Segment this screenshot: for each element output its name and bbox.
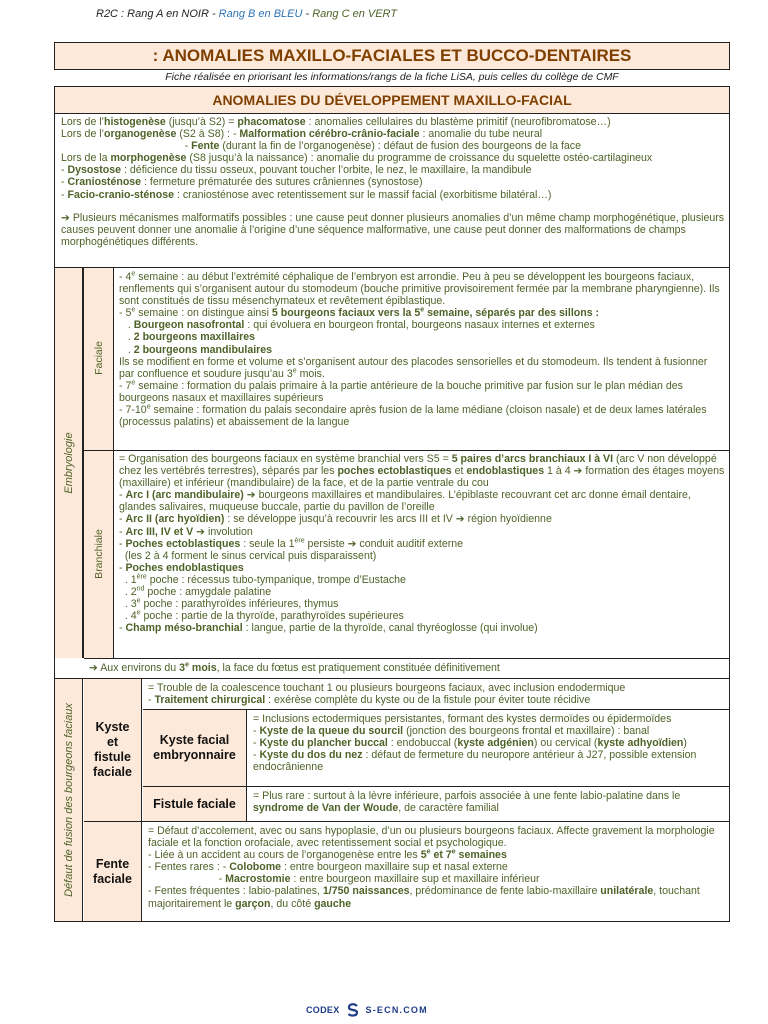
text-run: e (131, 270, 136, 278)
text-line (119, 453, 728, 490)
text-run: : anomalies cellulaires du blastème primitif (neurofibromatose…) (305, 116, 611, 128)
text-run: e (420, 306, 425, 314)
text-run: , touchant majoritairement le (148, 885, 703, 910)
text-run: - 7-10 (119, 404, 147, 417)
divider (84, 450, 729, 451)
text-run: - (253, 725, 260, 738)
text-line (119, 331, 725, 343)
faciale-text (119, 271, 725, 428)
fente-text-block (148, 825, 726, 910)
fente-faciale-label (84, 822, 142, 921)
text-run: - (61, 188, 68, 201)
legend-blue: Rang B en BLEU (218, 8, 303, 20)
text-line (253, 713, 727, 725)
text-line (253, 737, 727, 749)
text-run: semaine : formation du palais primaire à la partie antérieure de la bouche primitive par fusion sur le plan médian des bourgeons nasaux et maxillaires supérieurs (119, 379, 686, 404)
site-name: S-ECN.COM (365, 1005, 428, 1015)
legend-sep: - (302, 8, 313, 20)
text-run: - (119, 561, 126, 574)
text-run: e (426, 848, 431, 856)
legend-black: R2C : Rang A en NOIR - (96, 8, 219, 20)
text-line (253, 749, 727, 773)
legend-green: Rang C en VERT (312, 8, 398, 20)
text-run: 2 bourgeons mandibulaires (133, 343, 273, 356)
faciale-label: Faciale (93, 341, 105, 375)
text-run: : entre bourgeon maxillaire sup et maxillaire inférieur (290, 873, 540, 886)
kyste-embryonnaire-text-block (253, 713, 727, 773)
text-run: 3 (179, 662, 186, 674)
text-line (148, 885, 726, 909)
s-ecn-logo-icon (346, 1003, 360, 1017)
text-line (119, 562, 725, 574)
text-line (119, 622, 725, 634)
text-line (61, 140, 725, 152)
text-run: 2 bourgeons maxillaires (133, 331, 256, 344)
text-line (61, 128, 725, 140)
text-run: Ils se modifient en forme et volume et s’organisent autour des placodes sensorielles et du stomodeum. Ils tendent à fusionner par confluence et soudure jusqu’au 3 (119, 355, 711, 380)
text-run: : anomalie du tube neural (419, 128, 543, 141)
text-run: Macrostomie (225, 873, 291, 886)
text-run: - (119, 537, 126, 550)
text-run: (les 2 à 4 forment le sinus cervical puis disparaissent) (119, 549, 377, 562)
branchiale-text (119, 453, 728, 635)
text-line (119, 344, 725, 356)
text-run: Arc I (arc mandibulaire) (125, 489, 244, 502)
text-run: (jusqu’à S2) = (165, 116, 238, 128)
section-title: ANOMALIES DU DÉVELOPPEMENT MAXILLO-FACIAL (55, 87, 729, 114)
text-run: = Trouble de la coalescence touchant 1 ou plusieurs bourgeons faciaux, avec inclusion endodermique (148, 682, 626, 694)
text-run: syndrome de Van der Woude (253, 802, 399, 815)
text-run: kyste adhyoïdien (597, 737, 684, 750)
text-run: : déficience du tissu osseux, pouvant toucher l’orbite, le nez, le maxillaire, la mandibule (121, 164, 532, 177)
text-run: ) (683, 737, 687, 750)
text-line (148, 849, 726, 861)
text-line (119, 538, 725, 550)
text-run: Facio-cranio-sténose (67, 188, 175, 201)
divider (55, 267, 729, 268)
text-run: Colobome (229, 861, 282, 874)
text-run: ) ou cervical ( (533, 737, 598, 750)
text-run: - Fentes rares : - (148, 861, 230, 874)
text-run: Poches endoblastiques (125, 561, 244, 574)
text-run: gauche (314, 897, 352, 910)
divider (84, 658, 729, 659)
text-line (119, 513, 725, 525)
text-run: unilatérale (600, 885, 654, 898)
text-run: endoblastiques (466, 465, 545, 478)
text-run: . (119, 343, 134, 356)
text-run: Arc III, IV et V (125, 525, 194, 538)
text-run: , du côté (270, 897, 315, 910)
text-run: : qui évoluera en bourgeon frontal, bourgeons nasaux internes et externes (244, 319, 595, 332)
text-run: organogenèse (104, 128, 177, 141)
text-run: : exérèse complète du kyste ou de la fistule pour éviter toute récidive (265, 694, 591, 707)
text-line (119, 526, 725, 538)
text-run: poche : partie de la thyroïde, parathyroïdes supérieures (140, 610, 404, 623)
text-run: Kyste de la queue du sourcil (259, 725, 404, 738)
text-line (119, 598, 725, 610)
text-run: Poches ectoblastiques (125, 537, 241, 550)
text-run: 5 (420, 849, 427, 862)
kyste-fistule-label (84, 679, 142, 821)
text-run: : défaut de fermeture du neuropore antérieur à J27, possible extension endocrânienne (253, 749, 700, 774)
text-run: e (131, 306, 136, 314)
text-line (119, 586, 725, 598)
page-title: : ANOMALIES MAXILLO-FACIALES ET BUCCO-DENTAIRES (54, 42, 730, 70)
text-run: . 4 (119, 610, 137, 623)
text-run: Dysostose (67, 164, 122, 177)
text-run: . (119, 319, 134, 332)
text-line (119, 574, 725, 586)
text-run: (S2 à S8) : - (176, 128, 240, 141)
text-run: e (136, 609, 141, 617)
text-run: , prédominance de fente labio-maxillaire (409, 885, 601, 898)
text-run: Kyste du dos du nez (259, 749, 363, 762)
text-run: ère (294, 537, 305, 545)
text-run: phacomatose (237, 116, 306, 128)
text-run: : se développe jusqu’à recouvrir les arcs III et IV ➔ région hyoïdienne (224, 513, 552, 526)
text-run: (arc V non développé chez les vertébrés terrestres), séparés par les (119, 453, 720, 478)
text-run: - (148, 873, 226, 886)
text-run: . 2 (119, 586, 137, 599)
text-run: semaine, séparés par des sillons : (424, 307, 600, 320)
kyste-fistule-text: Kyste et fistule faciale (93, 720, 132, 779)
text-line (61, 176, 725, 188)
text-line (148, 873, 726, 885)
text-run: : langue, partie de la thyroïde, canal thyréoglosse (qui involue) (242, 622, 538, 635)
text-run: - (119, 525, 126, 538)
text-run: semaine : formation du palais secondaire après fusion de la lame médiane (cloison nasale) et de deux lames latérales (processus palatins) et abaissement de la langue (119, 404, 710, 429)
text-line (148, 825, 726, 849)
text-line (119, 356, 725, 380)
text-run: e (451, 848, 456, 856)
text-run: e (131, 379, 136, 387)
text-run: 5 paires d’arcs branchiaux I à VI (451, 453, 614, 465)
fistule-text-block (253, 790, 727, 814)
text-run: - 4 (119, 271, 132, 283)
text-run: : seule la 1 (240, 537, 295, 550)
text-run: 5 bourgeons faciaux vers la 5 (271, 307, 421, 320)
fistule-faciale-label (143, 787, 247, 821)
text-run: Kyste du plancher buccal (259, 737, 388, 750)
text-run: . (119, 331, 134, 344)
text-run: - Fentes fréquentes : labio-palatines, (148, 885, 323, 898)
divider (84, 821, 729, 822)
text-run: histogenèse (104, 116, 166, 128)
text-run: - (253, 737, 260, 750)
rank-legend (96, 8, 397, 20)
text-run: e (292, 367, 297, 375)
text-line (61, 189, 725, 201)
text-run: = Plus rare : surtout à la lèvre inférieure, parfois associée à une fente labio-palatine dans le (253, 790, 684, 802)
text-run: et 7 (430, 849, 452, 862)
text-run: : endobuccal ( (387, 737, 458, 750)
text-run: : craniosténose avec retentissement sur le massif facial (exorbitisme bilatéral…) (174, 188, 552, 201)
text-run: (durant la fin de l’organogenèse) : défaut de fusion des bourgeons de la face (219, 140, 581, 153)
text-run: ➔ involution (193, 525, 253, 538)
text-line (148, 682, 726, 694)
text-run: Champ méso-branchial (125, 622, 243, 635)
fistule-faciale-text: Fistule faciale (153, 796, 236, 811)
text-line (119, 550, 725, 562)
text-line (119, 271, 725, 307)
text-run: poche : récessus tubo-tympanique, trompe d’Eustache (146, 573, 406, 586)
text-run: - (148, 694, 155, 707)
intro-mechanisms: ➔ Plusieurs mécanismes malformatifs possibles : une cause peut donner plusieurs anomalies d’un même champ morphogénétique, plusieurs causes peuvent donner une anomalie à l’origine d’une séquence malformative, une cause peut donner des malformations de champs morphogénétiques différents. (61, 211, 725, 248)
embryologie-label: Embryologie (63, 432, 75, 494)
text-line (253, 790, 727, 814)
intro-block (61, 116, 725, 248)
text-run: kyste adgénien (457, 737, 534, 750)
text-run: Traitement chirurgical (154, 694, 266, 707)
text-line (119, 380, 725, 404)
text-run: : fermeture prématurée des sutures crâniennes (synostose) (141, 176, 423, 189)
text-run: Lors de la (61, 152, 111, 165)
defaut-cell (55, 679, 83, 921)
text-run: mois (188, 662, 217, 674)
text-run: Lors de l’ (61, 128, 104, 141)
text-run: , de caractère familial (398, 802, 499, 815)
text-run: ère (136, 573, 147, 581)
text-line (119, 404, 725, 428)
divider (55, 678, 729, 679)
text-run: semaine : on distingue ainsi (135, 307, 272, 320)
text-run: e (136, 597, 141, 605)
text-line (119, 489, 725, 513)
text-run: garçon (235, 897, 271, 910)
text-line (253, 725, 727, 737)
text-run: 1 à 4 ➔ formation des étages moyens (maxillaire) et inférieur (mandibulaire) de la face, et de la partie ventrale du cou (119, 465, 728, 490)
text-run: : entre bourgeon maxillaire sup et nasal externe (281, 861, 508, 874)
text-run: = Inclusions ectodermiques persistantes, formant des kystes dermoïdes ou épidermoïdes (253, 713, 672, 725)
footer-logo (306, 1003, 428, 1017)
text-run: . 1 (119, 573, 137, 586)
text-run: poches ectoblastiques (337, 465, 452, 478)
text-run: - (61, 140, 192, 153)
codex-logo: CODEX (306, 1005, 340, 1015)
text-run: et (451, 465, 467, 478)
page-subtitle: Fiche réalisée en priorisant les informations/rangs de la fiche LiSA, puis celles du collège de CMF (165, 71, 619, 83)
faciale-cell (84, 268, 114, 450)
text-run: - (61, 164, 68, 177)
text-run: ➔ bourgeons maxillaires et mandibulaires. L’épiblaste recouvrant cet arc donne émail dentaire, glandes salivaires, muqueuse buccale, partie du pavillon de l’oreille (119, 489, 694, 514)
text-line (119, 319, 725, 331)
text-run: . 3 (119, 598, 137, 611)
embryologie-note (89, 662, 725, 674)
text-run: poche : amygdale palatine (144, 586, 272, 599)
text-run: = Défaut d’accolement, avec ou sans hypoplasie, d’un ou plusieurs bourgeons faciaux. Affecte gravement la morphologie faciale et la fonction orofaciale, avec retentissement social et psychologique. (148, 825, 718, 850)
text-run: - Liée à un accident au cours de l’organogenèse entre les (148, 849, 421, 862)
text-line (119, 307, 725, 319)
text-run: Craniosténose (67, 176, 142, 189)
text-run: semaine : au début l’extrémité céphalique de l’embryon est arrondie. Peu à peu se développent les bourgeons faciaux, renflements qui s’organisent autour du stomodeum (bouche primitive provisoirement fermée par la membrane pharyngienne). Ils sont constitués de tissu mésenchymateux et revêtement épiblastique. (119, 271, 723, 308)
text-run: mois. (296, 367, 325, 380)
embryologie-cell (55, 268, 83, 658)
text-line (61, 152, 725, 164)
text-line (148, 861, 726, 873)
text-run: morphogenèse (110, 152, 187, 165)
text-line (61, 164, 725, 176)
kyste-embryonnaire-label (143, 710, 247, 786)
defaut-label: Défaut de fusion des bourgeons faciaux (63, 703, 75, 897)
text-run: e (146, 403, 151, 411)
text-run: e (185, 661, 189, 669)
text-run: - (119, 489, 126, 502)
text-run: nd (136, 585, 145, 593)
text-line (148, 694, 726, 706)
fente-faciale-text: Fente faciale (93, 856, 132, 886)
text-run: ➔ Aux environs du (89, 662, 180, 674)
branchiale-label: Branchiale (93, 529, 105, 579)
kyste-embryonnaire-text: Kyste facial embryonnaire (153, 733, 236, 762)
main-table (54, 86, 730, 922)
text-run: semaines (455, 849, 507, 862)
text-run: - 5 (119, 307, 132, 320)
text-run: persiste ➔ conduit auditif externe (304, 537, 464, 550)
text-line (61, 116, 725, 128)
text-line (119, 610, 725, 622)
text-run: - (61, 176, 68, 189)
text-run: - (119, 513, 126, 526)
kyste-general-text (148, 682, 726, 706)
text-run: - (253, 749, 260, 762)
branchiale-cell (84, 451, 114, 658)
text-run: Bourgeon nasofrontal (133, 319, 245, 332)
text-run: 1/750 naissances (322, 885, 410, 898)
text-run: poche : parathyroïdes inférieures, thymus (140, 598, 339, 611)
text-run: Fente (191, 140, 220, 153)
text-run: (jonction des bourgeons frontal et maxillaire) : banal (403, 725, 650, 738)
intro-lines (61, 116, 725, 201)
text-run: (S8 jusqu’à la naissance) : anomalie du programme de croissance du squelette ostéo-cartilagineux (186, 152, 653, 165)
text-run: , la face du fœtus est pratiquement constituée définitivement (216, 662, 500, 674)
text-run: - 7 (119, 379, 132, 392)
text-run: Malformation cérébro-crânio-faciale (239, 128, 420, 141)
text-run: Lors de l’ (61, 116, 104, 128)
text-run: = Organisation des bourgeons faciaux en système branchial vers S5 = (119, 453, 452, 465)
text-run: Arc II (arc hyoïdien) (125, 513, 225, 526)
text-run: - (119, 622, 126, 635)
